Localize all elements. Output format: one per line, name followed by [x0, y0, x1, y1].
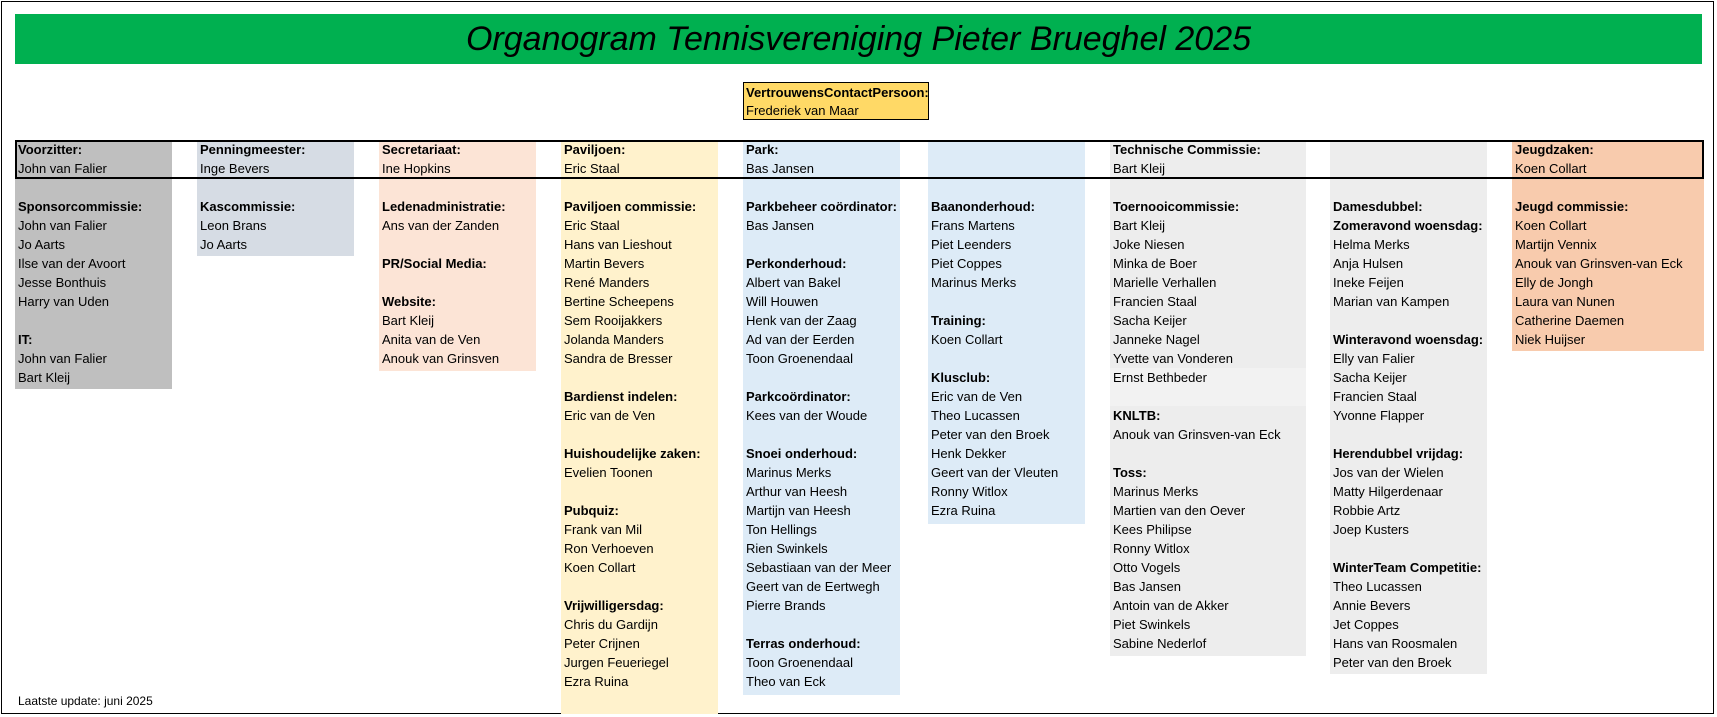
spacer [1330, 311, 1487, 330]
spacer [1512, 178, 1704, 197]
member-name: Eric Staal [564, 218, 620, 233]
member-name: Ron Verhoeven [564, 541, 654, 556]
spacer [743, 615, 900, 634]
member-name: Antoin van de Akker [1113, 598, 1229, 613]
member-name: Ernst Bethbeder [1110, 368, 1306, 387]
spacer [1110, 444, 1306, 463]
member-name: Robbie Artz [1333, 503, 1401, 518]
group-heading: Kascommissie: [200, 199, 296, 214]
spacer [15, 178, 172, 197]
member-name: Yvonne Flapper [1333, 408, 1425, 423]
member-name: Annie Bevers [1333, 598, 1411, 613]
member-name: Jesse Bonthuis [18, 275, 107, 290]
member-name: Martijn Vennix [1515, 237, 1597, 252]
member-name: Anita van de Ven [382, 332, 481, 347]
member-name: Toon Groenendaal [746, 655, 853, 670]
member-name: Ad van der Eerden [746, 332, 855, 347]
member-name: Marian van Kampen [1333, 294, 1450, 309]
member-name: Martin Bevers [564, 256, 645, 271]
member-name: Laura van Nunen [1515, 294, 1615, 309]
member-name: Ezra Ruina [564, 674, 629, 689]
member-name: Koen Collart [931, 332, 1003, 347]
group-heading: WinterTeam Competitie: [1333, 560, 1482, 575]
member-name: Evelien Toonen [564, 465, 653, 480]
group-heading: Paviljoen commissie: [564, 199, 697, 214]
member-name: Henk Dekker [931, 446, 1007, 461]
member-name: Niek Huijser [1515, 332, 1586, 347]
spacer [743, 368, 900, 387]
member-name: Sabine Nederlof [1113, 636, 1207, 651]
spacer [743, 178, 900, 197]
group-heading: Damesdubbel: [1333, 199, 1423, 214]
member-name: Geert van der Vleuten [931, 465, 1059, 480]
group-heading: Vrijwilligersdag: [564, 598, 664, 613]
member-name: Bas Jansen [1113, 579, 1181, 594]
member-name: Arthur van Heesh [746, 484, 848, 499]
group-heading: Park: [746, 142, 779, 157]
member-name: Sebastiaan van der Meer [746, 560, 892, 575]
group-heading: Jeugd commissie: [1515, 199, 1629, 214]
member-name: Kees Philipse [1113, 522, 1192, 537]
member-name: Will Houwen [746, 294, 819, 309]
member-name: Anouk van Grinsven [382, 351, 500, 366]
member-name: Ezra Ruina [931, 503, 996, 518]
member-name: Marielle Verhallen [1113, 275, 1217, 290]
spacer [561, 368, 718, 387]
member-name: Hans van Lieshout [564, 237, 672, 252]
group-heading: Bardienst indelen: [564, 389, 678, 404]
member-name: Peter Crijnen [564, 636, 640, 651]
vcp-label: VertrouwensContactPersoon: [746, 85, 929, 100]
group-heading: Winteravond woensdag: [1333, 332, 1484, 347]
spacer [561, 425, 718, 444]
spacer [561, 178, 718, 197]
spacer [1330, 178, 1487, 197]
member-name: Chris du Gardijn [564, 617, 658, 632]
member-name: Martien van den Oever [1113, 503, 1246, 518]
title-banner [15, 14, 1702, 64]
member-name: Ronny Witlox [931, 484, 1008, 499]
member-name: Jolanda Manders [564, 332, 664, 347]
member-name: Piet Leenders [931, 237, 1012, 252]
member-name: Peter van den Broek [931, 427, 1050, 442]
member-name: Jo Aarts [18, 237, 65, 252]
group-heading: Baanonderhoud: [931, 199, 1035, 214]
leaders-row-border [15, 140, 1704, 179]
column-paviljoen [561, 140, 718, 714]
member-name: Jos van der Wielen [1333, 465, 1444, 480]
member-name: René Manders [564, 275, 650, 290]
vcp-box [743, 82, 929, 120]
member-name: Theo van Eck [746, 674, 826, 689]
member-name: Koen Collart [1515, 218, 1587, 233]
member-name: Geert van de Eertwegh [746, 579, 880, 594]
spacer [379, 273, 536, 292]
member-name: Marinus Merks [931, 275, 1017, 290]
group-heading: Terras onderhoud: [746, 636, 861, 651]
group-heading: PR/Social Media: [382, 256, 487, 271]
member-name: Bart Kleij [382, 313, 435, 328]
spacer [743, 425, 900, 444]
group-heading: Ledenadministratie: [382, 199, 506, 214]
member-name: Frans Martens [931, 218, 1015, 233]
group-heading: Secretariaat: [382, 142, 461, 157]
member-name: Minka de Boer [1113, 256, 1197, 271]
member-name: Piet Coppes [931, 256, 1002, 271]
group-heading: Parkcoördinator: [746, 389, 851, 404]
group-heading: Huishoudelijke zaken: [564, 446, 701, 461]
group-heading: Herendubbel vrijdag: [1333, 446, 1464, 461]
group-heading: Parkbeheer coördinator: [746, 199, 897, 214]
group-heading: Zomeravond woensdag: [1333, 218, 1483, 233]
member-name: Sacha Keijer [1113, 313, 1187, 328]
group-heading: Paviljoen: [564, 142, 626, 157]
page-title: Organogram Tennisvereniging Pieter Brueghel 2025 [465, 19, 1252, 58]
member-name: Pierre Brands [746, 598, 826, 613]
member-name: Yvette van Vonderen [1113, 351, 1233, 366]
member-name: Bertine Scheepens [564, 294, 674, 309]
member-name: Jo Aarts [200, 237, 247, 252]
group-heading: Klusclub: [931, 370, 991, 385]
member-name: Otto Vogels [1113, 560, 1181, 575]
member-name: Bart Kleij [1113, 161, 1166, 176]
member-name: Eric van de Ven [564, 408, 656, 423]
member-name: Albert van Bakel [746, 275, 841, 290]
member-name: Rien Swinkels [746, 541, 828, 556]
group-heading: Toss: [1113, 465, 1147, 480]
group-heading: Snoei onderhoud: [746, 446, 858, 461]
group-heading: Toernooicommissie: [1113, 199, 1240, 214]
last-update-note: Laatste update: juni 2025 [18, 694, 153, 708]
member-name: John van Falier [18, 218, 107, 233]
member-name: Frank van Mil [564, 522, 643, 537]
spacer [561, 482, 718, 501]
spacer [379, 178, 536, 197]
member-name: Sacha Keijer [1333, 370, 1407, 385]
spacer [928, 178, 1085, 197]
spacer [1330, 425, 1487, 444]
member-name: Peter van den Broek [1333, 655, 1452, 670]
member-name: Sandra de Bresser [564, 351, 673, 366]
spacer [928, 349, 1085, 368]
member-name: Jet Coppes [1333, 617, 1399, 632]
group-heading: Perkonderhoud: [746, 256, 847, 271]
member-name: Ineke Feijen [1333, 275, 1404, 290]
spacer [928, 292, 1085, 311]
member-name: Ilse van der Avoort [18, 256, 126, 271]
member-name: Joep Kusters [1333, 522, 1409, 537]
member-name: Elly de Jongh [1515, 275, 1594, 290]
member-name: Piet Swinkels [1113, 617, 1191, 632]
group-heading: Website: [382, 294, 436, 309]
member-name: Janneke Nagel [1113, 332, 1200, 347]
group-heading: IT: [18, 332, 33, 347]
member-name: Martijn van Heesh [746, 503, 851, 518]
spacer [15, 311, 172, 330]
column-damesdubbel [1330, 140, 1487, 674]
member-name: Henk van der Zaag [746, 313, 857, 328]
member-name: Elly van Falier [1333, 351, 1415, 366]
member-name: Francien Staal [1333, 389, 1417, 404]
member-name: Bas Jansen [746, 218, 814, 233]
member-name: Bart Kleij [1113, 218, 1166, 233]
member-name: Theo Lucassen [1333, 579, 1422, 594]
group-heading: KNLTB: [1113, 408, 1161, 423]
spacer [197, 178, 354, 197]
member-name: Bas Jansen [746, 161, 814, 176]
member-name: Marinus Merks [1113, 484, 1199, 499]
member-name: Matty Hilgerdenaar [1333, 484, 1443, 499]
member-name: Bart Kleij [18, 370, 71, 385]
column-technische-commissie [1110, 140, 1306, 656]
member-name: Jurgen Feueriegel [564, 655, 669, 670]
member-name: Toon Groenendaal [746, 351, 853, 366]
member-name: John van Falier [18, 161, 107, 176]
member-name: Leon Brans [200, 218, 267, 233]
member-name: Ronny Witlox [1113, 541, 1190, 556]
group-heading: Jeugdzaken: [1515, 142, 1594, 157]
member-name: Koen Collart [564, 560, 636, 575]
member-name: Eric Staal [564, 161, 620, 176]
member-name: Eric van de Ven [931, 389, 1023, 404]
member-name: Theo Lucassen [931, 408, 1020, 423]
spacer [379, 235, 536, 254]
member-name: Anouk van Grinsven-van Eck [1113, 427, 1281, 442]
spacer [743, 235, 900, 254]
member-name: Ton Hellings [746, 522, 817, 537]
group-heading: Penningmeester: [200, 142, 306, 157]
member-name: John van Falier [18, 351, 107, 366]
member-name: Joke Niesen [1113, 237, 1185, 252]
member-name: Kees van der Woude [746, 408, 868, 423]
group-heading: Technische Commissie: [1113, 142, 1261, 157]
group-heading: Training: [931, 313, 986, 328]
member-name: Hans van Roosmalen [1333, 636, 1458, 651]
group-heading: Sponsorcommissie: [18, 199, 143, 214]
member-name: Anouk van Grinsven-van Eck [1515, 256, 1683, 271]
spacer [561, 577, 718, 596]
member-name: Francien Staal [1113, 294, 1197, 309]
column-park-onderhoud [928, 140, 1085, 524]
member-name: Harry van Uden [18, 294, 110, 309]
member-name: Ine Hopkins [382, 161, 451, 176]
vcp-name: Frederiek van Maar [746, 103, 859, 118]
spacer [1110, 387, 1306, 406]
column-park [743, 140, 900, 695]
member-name: Inge Bevers [200, 161, 270, 176]
spacer [1330, 539, 1487, 558]
member-name: Helma Merks [1333, 237, 1410, 252]
group-heading: Pubquiz: [564, 503, 619, 518]
member-name: Sem Rooijakkers [564, 313, 663, 328]
member-name: Ans van der Zanden [382, 218, 500, 233]
member-name: Anja Hulsen [1333, 256, 1404, 271]
member-name: Koen Collart [1515, 161, 1587, 176]
spacer [1110, 178, 1306, 197]
group-heading: Voorzitter: [18, 142, 83, 157]
member-name: Marinus Merks [746, 465, 832, 480]
member-name: Catherine Daemen [1515, 313, 1625, 328]
